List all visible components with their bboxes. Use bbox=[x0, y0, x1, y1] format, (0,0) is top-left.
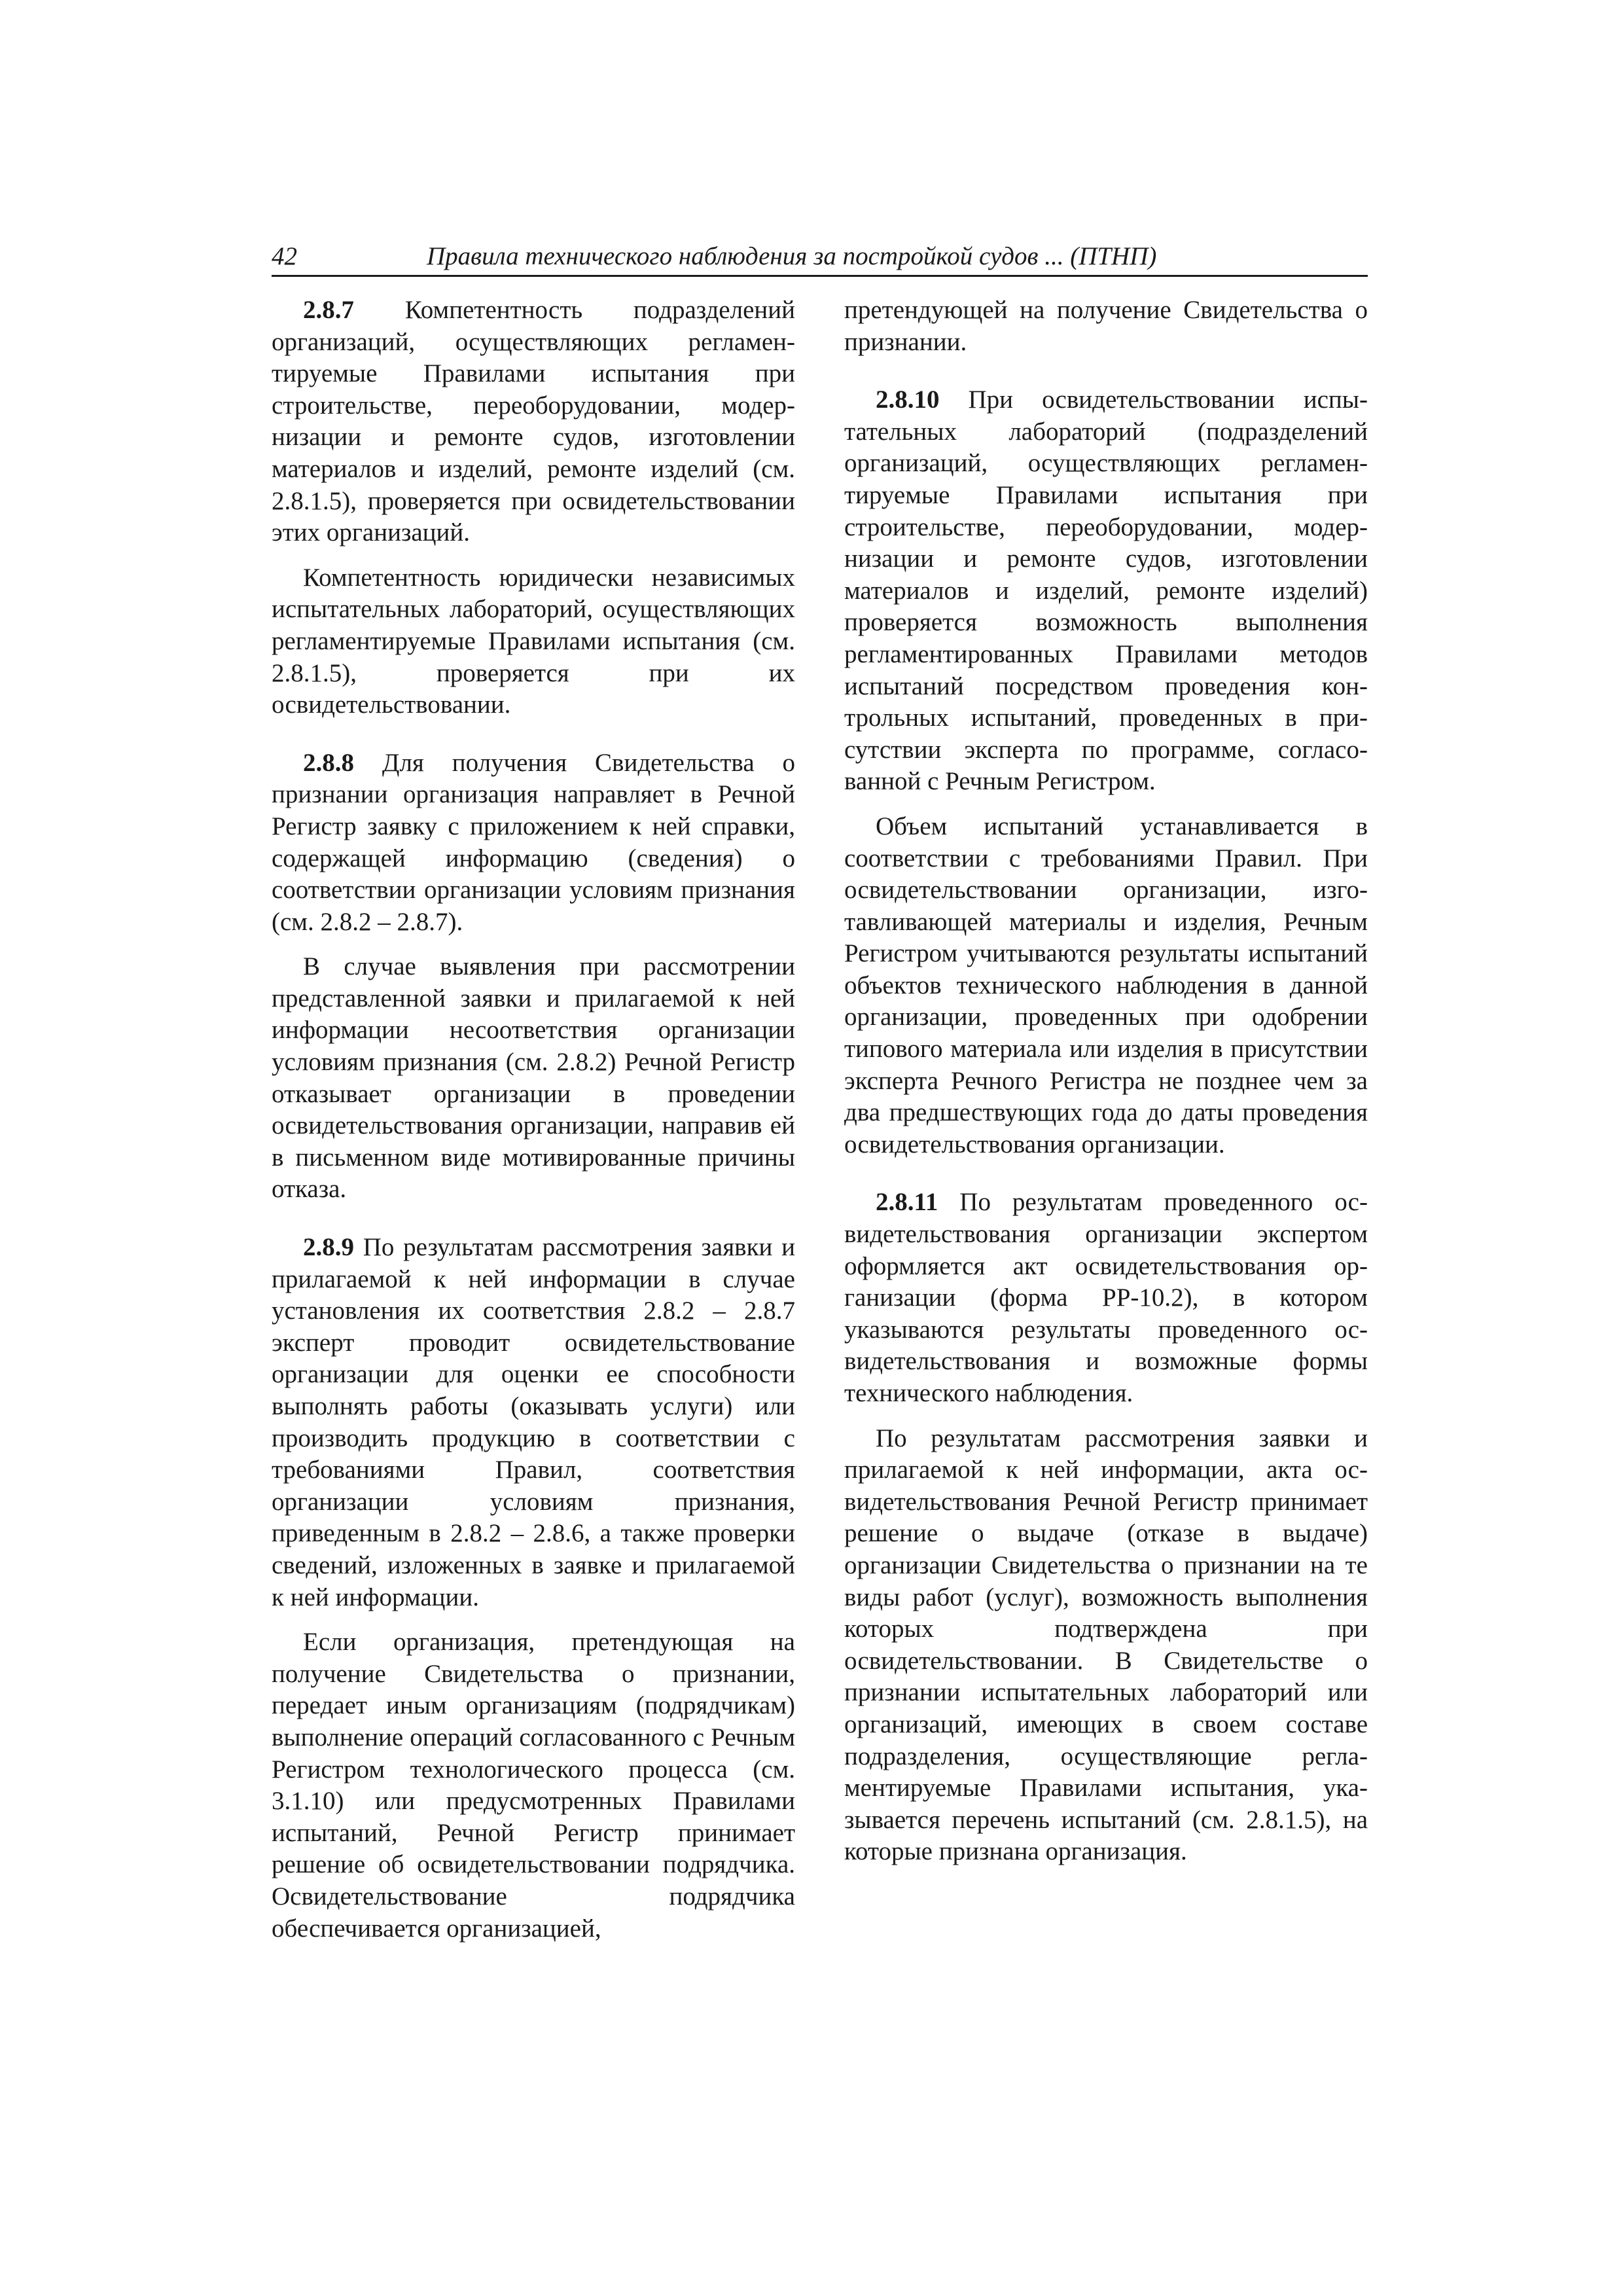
paragraph-text: претендующей на получение Свидетельства о признании. bbox=[844, 296, 1368, 356]
paragraph-text: По результатам рассмотрения заявки и прилагаемой к ней информации, акта освидетельствования Речной Регистр принимает решение о выдаче (отказе в выдаче) организации Свидетельства о признании на те виды работ (услуг), возможность выполнения которых подтверждена при освидетельствовании. В Свидетельстве о признании испытательных лабораторий или организаций, имеющих в своем составе подразделения, осуществляющие регламентируемые Правилами испытания, указывается перечень испытаний (см. 2.8.1.5), на которые признана организация. bbox=[844, 1424, 1368, 1866]
clause-2-8-10 bbox=[844, 384, 1368, 798]
paragraph-text: Компетентность юридически независимых испытательных лабораторий, осуществляющих регламентируемые Правилами испытания (см. 2.8.1.5), проверяется при их освидетельствовании. bbox=[272, 563, 795, 719]
paragraph-text: Объем испытаний устанавливается в соответствии с требованиями Правил. При освидетельствовании организации, изготавливающей материалы и изделия, Речным Регистром учитываются результаты испытаний объектов технического наблюдения в данной организации, проведенных при одобрении типового материала или изделия в присутствии эксперта Речного Регистра не позднее чем за два предшествующих года до даты проведения освидетельствования организации. bbox=[844, 812, 1368, 1158]
clause-2-8-7 bbox=[272, 295, 795, 549]
right-column bbox=[844, 295, 1368, 1881]
clause-number: 2.8.7 bbox=[303, 296, 354, 324]
clause-number: 2.8.8 bbox=[303, 748, 354, 777]
page-number: 42 bbox=[272, 242, 297, 270]
paragraph-text: В случае выявления при рассмотрении представленной заявки и прилагаемой к ней информации несоответствия организации условиям признания (см. 2.8.2) Речной Регистр отказывает организации в проведении освидетельствования организации, направив ей в письменном виде мотивированные причины отказа. bbox=[272, 952, 795, 1204]
clause-number: 2.8.11 bbox=[876, 1188, 938, 1217]
clause-text: Компетентность подразделений организаций, осуществляющих регламентируемые Правилами испытания при строительстве, переоборудовании, модернизации и ремонте судов, изготовлении материалов и изделий, ремонте изделий (см. 2.8.1.5), проверяется при освидетельствовании этих организаций. bbox=[272, 296, 795, 547]
running-title: Правила технического наблюдения за постройкой судов ... (ПТНП) bbox=[427, 242, 1157, 270]
paragraph bbox=[844, 811, 1368, 1161]
clause-2-8-8 bbox=[272, 747, 795, 939]
paragraph bbox=[272, 562, 795, 721]
paragraph bbox=[844, 1423, 1368, 1868]
paragraph bbox=[272, 1626, 795, 1945]
clause-text: При освидетельствовании испытательных лабораторий (подразделений организаций, осуществляющих регламентируемые Правилами испытания при строительстве, переоборудовании, модернизации и ремонте судов, изготовлении материалов и изделий, ремонте изделий) проверяется возможность выполнения регламентированных Правилами методов испытаний посредством проведения контрольных испытаний, проведенных в присутствии эксперта по программе, согласованной с Речным Регистром. bbox=[844, 386, 1368, 796]
clause-text: По результатам рассмотрения заявки и прилагаемой к ней информации в случае установления их соответствия 2.8.2 – 2.8.7 эксперт проводит освидетельствование организации для оценки ее способности выполнять работы (оказывать услуги) или производить продукцию в соответствии с требованиями Правил, соответствия организации условиям признания, приведенным в 2.8.2 – 2.8.6, а также проверки сведений, изложенных в заявке и прилагаемой к ней информации. bbox=[272, 1233, 795, 1611]
clause-2-8-9 bbox=[272, 1232, 795, 1613]
clause-text: По результатам проведенного освидетельствования организации экспертом оформляется акт освидетельствования организации (форма РР-10.2), в котором указываются результаты проведенного освидетельствования и возможные формы технического наблюдения. bbox=[844, 1188, 1368, 1407]
clause-2-8-11 bbox=[844, 1187, 1368, 1409]
left-column bbox=[272, 295, 795, 1958]
page-header bbox=[272, 241, 1368, 277]
paragraph bbox=[272, 951, 795, 1206]
paragraph-text: Если организация, претендующая на получение Свидетельства о признании, передает иным организациям (подрядчикам) выполнение операций согласованного с Речным Регистром технологического процесса (см. 3.1.10) или предусмотренных Правилами испытаний, Речной Регистр принимает решение об освидетельствовании подрядчика. Освидетельствование подрядчика обеспечивается организацией, bbox=[272, 1628, 795, 1943]
clause-text: Для получения Свидетельства о признании организация направляет в Речной Регистр заявку с приложением к ней справки, содержащей информацию (сведения) о соответствии организации условиям признания (см. 2.8.2 – 2.8.7). bbox=[272, 748, 795, 936]
clause-number: 2.8.10 bbox=[876, 386, 940, 414]
paragraph-continued bbox=[844, 295, 1368, 358]
clause-number: 2.8.9 bbox=[303, 1233, 354, 1262]
